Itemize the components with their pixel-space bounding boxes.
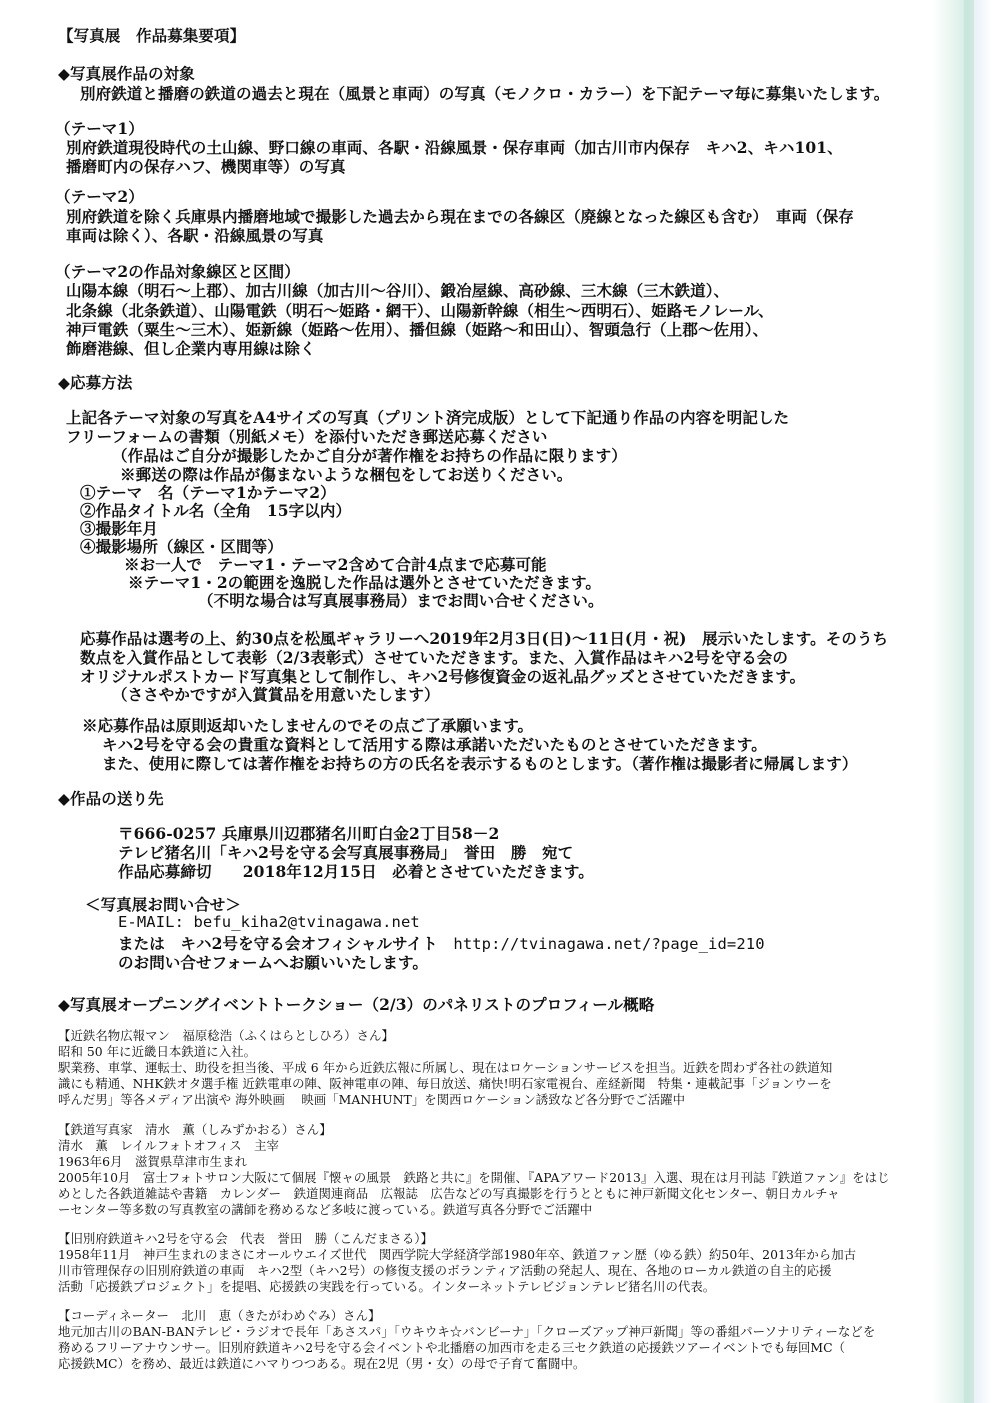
exhibit-line: 応募作品は選考の上、約30点を松風ギャラリーへ2019年2月3日(日)～11日(月・祝) 展示いたします。そのうち xyxy=(80,629,889,648)
method-item: ④撮影場所（線区・区間等） xyxy=(80,537,283,556)
contact-email-row xyxy=(118,912,420,931)
decorative-side-stripe-inner xyxy=(964,0,974,1403)
profile-name: 【鉄道写真家 清水 薫（しみずかおる）さん】 xyxy=(58,1122,332,1137)
theme2-line: 別府鉄道を除く兵庫県内播磨地域で撮影した過去から現在までの各線区（廃線となった線区も含む） 車両（保存 xyxy=(66,207,854,226)
send-heading: ◆作品の送り先 xyxy=(58,789,164,808)
note-line: キハ2号を守る会の貴重な資料として活用する際は承諾いただいたものとさせていただきます。 xyxy=(102,735,767,754)
contact-site-text: または キハ2号を守る会オフィシャルサイト xyxy=(118,934,454,953)
profile-line: 呼んだ男」等各メディア出演や 海外映画 映画「MANHUNT」を関西ロケーション誘致など各分野でご活躍中 xyxy=(58,1092,686,1107)
document-title: 【写真展 作品募集要項】 xyxy=(58,26,246,45)
target-text: 別府鉄道と播磨の鉄道の過去と現在（風景と車両）の写真（モノクロ・カラー）を下記テーマ毎に募集いたします。 xyxy=(80,84,890,103)
profile-line: 1963年6月 滋賀県草津市生まれ xyxy=(58,1154,247,1169)
theme2-lines-item: 山陽本線（明石～上郡）、加古川線（加古川～谷川）、鍛冶屋線、高砂線、三木線（三木鉄道）、 xyxy=(66,281,730,300)
exhibit-line: 数点を入賞作品として表彰（2/3表彰式）させていただきます。また、入賞作品はキハ2号を守る会の xyxy=(80,648,788,667)
method-line: ※郵送の際は作品が傷まないような梱包をしてお送りください。 xyxy=(120,465,573,484)
method-note: ※テーマ1・2の範囲を逸脱した作品は選外とさせていただきます。 xyxy=(128,573,601,592)
target-heading: ◆写真展作品の対象 xyxy=(58,64,195,83)
method-item: ①テーマ 名（テーマ1かテーマ2） xyxy=(80,483,336,502)
profile-line: 2005年10月 富士フォトサロン大阪にて個展『懐ャの風景 鉄路と共に』を開催、『APAアワード2013』入選、現在は月刊誌『鉄道ファン』をはじ xyxy=(58,1170,890,1185)
method-item: ②作品タイトル名（全角 15字以内） xyxy=(80,501,352,520)
contact-email-link[interactable]: befu_kiha2@tvinagawa.net xyxy=(193,913,420,931)
theme1-line: 播磨町内の保存ハフ、機関車等）の写真 xyxy=(66,157,346,176)
profile-line: めとした各鉄道雑誌や書籍 カレンダー 鉄道関連商品 広報誌 広告などの写真撮影を行うとともに神戸新聞文化センター、朝日カルチャ xyxy=(58,1186,840,1201)
profile-line: 昭和 50 年に近畿日本鉄道に入社。 xyxy=(58,1044,257,1059)
profile-line: 清水 薫 レイルフォトオフィス 主宰 xyxy=(58,1138,279,1153)
profile-name: 【コーディネーター 北川 恵（きたがわめぐみ）さん】 xyxy=(58,1308,381,1323)
theme2-lines-item: 北条線（北条鉄道）、山陽電鉄（明石～姫路・網干）、山陽新幹線（相生～西明石）、姫路モノレール、 xyxy=(66,301,774,320)
profile-line: 識にも精通、NHK鉄オタ選手権 近鉄電車の陣、阪神電車の陣、毎日放送、痛快!明石家電視台、産経新聞 特集・連載記事「ジョンウーを xyxy=(58,1076,832,1091)
profile-line: 応援鉄MC）を務め、最近は鉄道にハマりつつある。現在2児（男・女）の母で子育て奮闘中。 xyxy=(58,1356,586,1371)
theme2-heading: （テーマ2） xyxy=(55,187,144,206)
profile-line: 駅業務、車掌、運転士、助役を担当後、平成 6 年から近鉄広報に所属し、現在はロケーションサービスを担当。近鉄を問わず各社の鉄道知 xyxy=(58,1060,833,1075)
theme2-line: 車両は除く）、各駅・沿線風景の写真 xyxy=(66,226,324,245)
method-note: （不明な場合は写真展事務局）までお問い合せください。 xyxy=(198,591,604,610)
profile-line: 川市管理保存の旧別府鉄道の車両 キハ2型（キハ2号）の修復支援のボランティア活動の発起人、現在、各地のローカル鉄道の自主的応援 xyxy=(58,1263,832,1278)
decorative-side-stripes xyxy=(932,0,992,1403)
method-item: ③撮影年月 xyxy=(80,519,159,538)
send-recipient: テレビ猪名川「キハ2号を守る会写真展事務局」 誉田 勝 宛て xyxy=(118,843,574,862)
profile-name: 【近鉄名物広報マン 福原稔浩（ふくはらとしひろ）さん】 xyxy=(58,1028,394,1043)
method-note: ※お一人で テーマ1・テーマ2含めて合計4点まで応募可能 xyxy=(124,555,547,574)
contact-heading: ＜写真展お問い合せ＞ xyxy=(85,895,242,914)
profile-name: 【旧別府鉄道キハ2号を守る会 代表 誉田 勝（こんだまさる）】 xyxy=(58,1231,433,1246)
profile-line: 務めるフリーアナウンサー。旧別府鉄道キハ2号を守る会イベントや北播磨の加西市を走る三セク鉄道の応援鉄ツアーイベントでも毎回MC（ xyxy=(58,1340,846,1355)
profile-line: 活動「応援鉄プロジェクト」を提唱、応援鉄の実践を行っている。インターネットテレビジョンテレビ猪名川の代表。 xyxy=(58,1279,716,1294)
contact-url-link[interactable]: http://tvinagawa.net/?page_id=210 xyxy=(453,935,765,953)
method-line: （作品はご自分が撮影したかご自分が著作権をお持ちの作品に限ります） xyxy=(112,446,627,465)
profile-line: ーセンター等多数の写真教室の講師を務めるなど多岐に渡っている。鉄道写真各分野でご活躍中 xyxy=(58,1202,593,1217)
contact-tail: のお問い合せフォームへお願いいたします。 xyxy=(118,953,428,972)
theme2-lines-item: 神戸電鉄（粟生～三木）、姫新線（姫路～佐用）、播但線（姫路～和田山）、智頭急行（上郡～佐用）、 xyxy=(66,320,769,339)
method-heading: ◆応募方法 xyxy=(58,373,133,392)
note-line: また、使用に際しては著作権をお持ちの方の氏名を表示するものとします。（著作権は撮影者に帰属します） xyxy=(102,754,858,773)
exhibit-line: オリジナルポストカード写真集として制作し、キハ2号修復資金の返礼品グッズとさせていただきます。 xyxy=(80,667,806,686)
profile-line: 地元加古川のBAN-BANテレビ・ラジオで長年「あさスパ」「ウキウキ☆バンビーナ」「クローズアップ神戸新聞」等の番組パーソナリティーなどを xyxy=(58,1324,876,1339)
theme1-line: 別府鉄道現役時代の土山線、野口線の車両、各駅・沿線風景・保存車両（加古川市内保存 キハ2、キハ101、 xyxy=(66,138,843,157)
theme2-lines-heading: （テーマ2の作品対象線区と区間） xyxy=(55,262,300,281)
method-line: 上記各テーマ対象の写真をA4サイズの写真（プリント済完成版）として下記通り作品の内容を明記した xyxy=(66,408,790,427)
exhibit-line: （ささやかですが入賞賞品を用意いたします） xyxy=(112,685,440,704)
profile-line: 1958年11月 神戸生まれのまさにオールウエイズ世代 関西学院大学経済学部1980年卒、鉄道ファン歴（ゆる鉄）約50年、2013年から加古 xyxy=(58,1247,857,1262)
theme1-heading: （テーマ1） xyxy=(55,119,144,138)
note-line: ※応募作品は原則返却いたしませんのでその点ご了承願います。 xyxy=(82,716,534,735)
theme2-lines-item: 飾磨港線、但し企業内専用線は除く xyxy=(66,339,316,358)
method-line: フリーフォームの書類（別紙メモ）を添付いただき郵送応募ください xyxy=(66,427,548,446)
send-deadline: 作品応募締切 2018年12月15日 必着とさせていただきます。 xyxy=(118,862,594,881)
contact-email-label: E-MAIL: xyxy=(118,913,194,931)
panel-heading: ◆写真展オープニングイベントトークショー（2/3）のパネリストのプロフィール概略 xyxy=(58,995,655,1014)
send-address: 〒666-0257 兵庫県川辺郡猪名川町白金2丁目58－2 xyxy=(118,824,500,843)
